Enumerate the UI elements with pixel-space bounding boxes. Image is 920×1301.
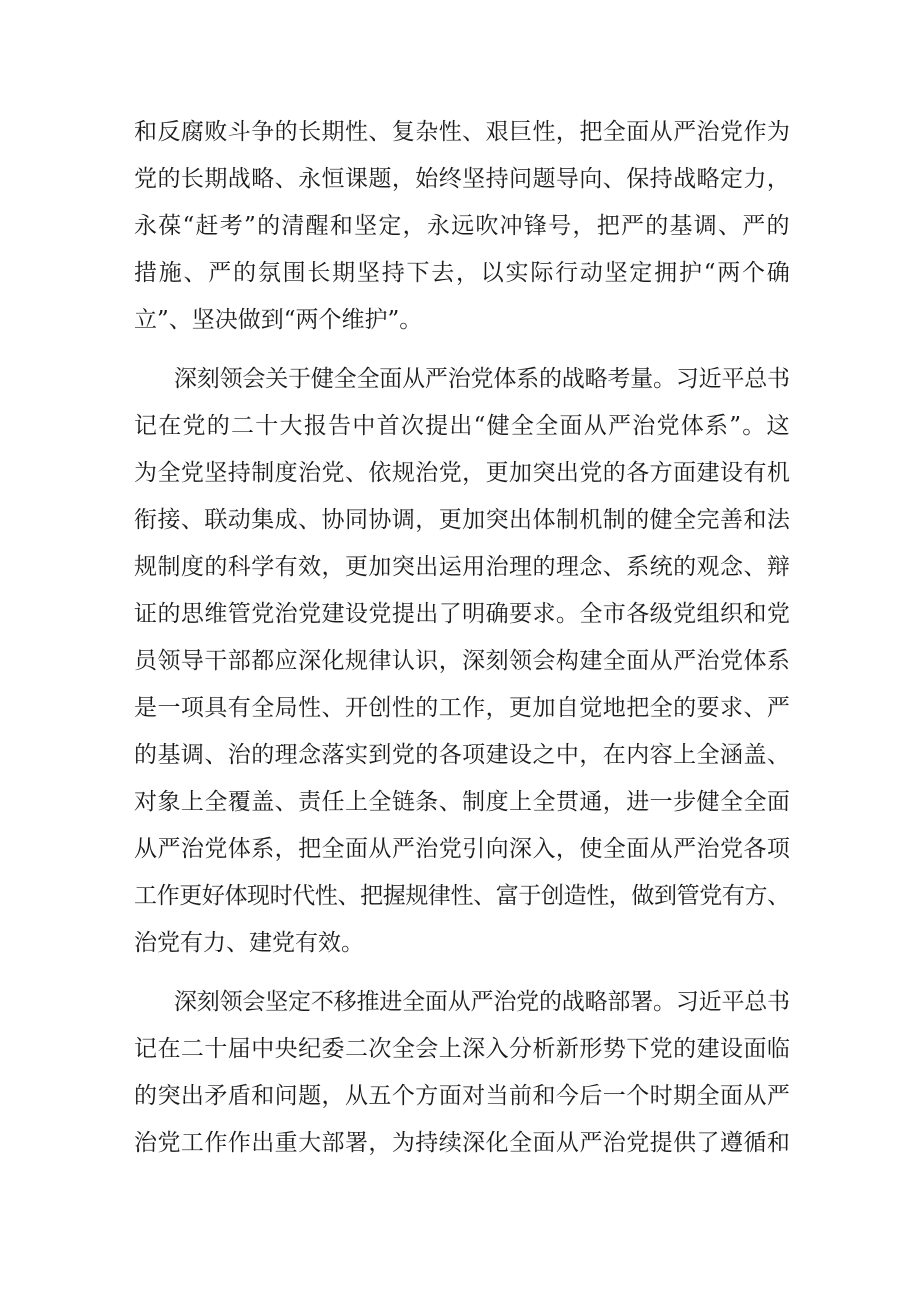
text-line: 规制度的科学有效，更加突出运用治理的理念、系统的观念、辩 xyxy=(134,554,791,580)
text-line: 从严治党体系，把全面从严治党引向深入，使全面从严治党各项 xyxy=(134,836,791,862)
text-line: 证的思维管党治党建设党提出了明确要求。全市各级党组织和党 xyxy=(134,601,791,627)
text-line: 永葆“赶考”的清醒和坚定，永远吹冲锋号，把严的基调、严的 xyxy=(134,213,791,239)
text-line: 的基调、治的理念落实到党的各项建设之中，在内容上全涵盖、 xyxy=(134,742,791,768)
text-line: 措施、严的氛围长期坚持下去，以实际行动坚定拥护“两个确 xyxy=(134,260,792,286)
text-line: 是一项具有全局性、开创性的工作，更加自觉地把全的要求、严 xyxy=(134,695,791,721)
text-line: 记在二十届中央纪委二次全会上深入分析新形势下党的建设面临 xyxy=(134,1036,791,1062)
text-line: 记在党的二十大报告中首次提出“健全全面从严治党体系”。这 xyxy=(134,413,791,439)
text-line: 员领导干部都应深化规律认识，深刻领会构建全面从严治党体系 xyxy=(134,648,791,674)
text-line: 党的长期战略、永恒课题，始终坚持问题导向、保持战略定力， xyxy=(134,166,791,192)
text-line: 立”、坚决做到“两个维护”。 xyxy=(134,307,423,333)
text-line: 衔接、联动集成、协同协调，更加突出体制机制的健全完善和法 xyxy=(134,507,791,533)
text-line: 的突出矛盾和问题，从五个方面对当前和今后一个时期全面从严 xyxy=(134,1083,791,1109)
text-line: 工作更好体现时代性、把握规律性、富于创造性，做到管党有方、 xyxy=(134,883,790,909)
text-line: 治党工作作出重大部署，为持续深化全面从严治党提供了遵循和 xyxy=(134,1130,791,1156)
text-line: 为全党坚持制度治党、依规治党，更加突出党的各方面建设有机 xyxy=(134,460,791,486)
paragraph-first-line: 深刻领会关于健全全面从严治党体系的战略考量。习近平总书 xyxy=(174,366,790,392)
text-line: 对象上全覆盖、责任上全链条、制度上全贯通，进一步健全全面 xyxy=(134,789,791,815)
paragraph-first-line: 深刻领会坚定不移推进全面从严治党的战略部署。习近平总书 xyxy=(174,989,790,1015)
text-line: 和反腐败斗争的长期性、复杂性、艰巨性，把全面从严治党作为 xyxy=(134,119,791,145)
text-line: 治党有力、建党有效。 xyxy=(134,930,364,956)
